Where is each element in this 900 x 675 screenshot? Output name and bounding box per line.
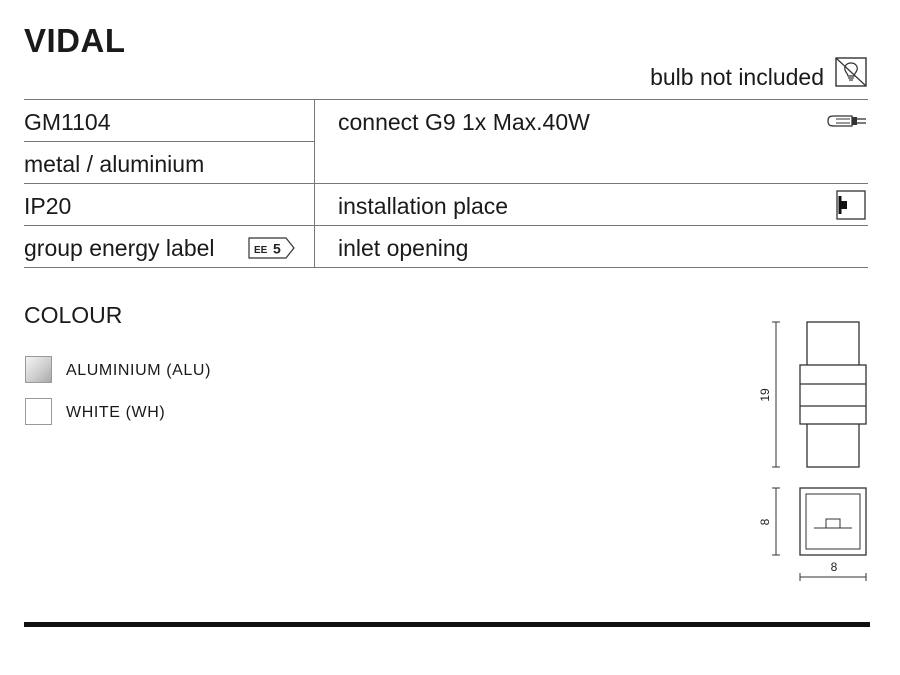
table-row-divider: [24, 183, 868, 184]
crossed-bulb-icon: [835, 57, 867, 87]
energy-label-badge-icon: [248, 237, 296, 259]
white-swatch: [25, 398, 52, 425]
bottom-rule: [24, 622, 870, 627]
table-bottom-rule: [24, 267, 868, 268]
width-dimension-value: 8: [830, 560, 838, 574]
ip-rating: IP20: [24, 193, 72, 219]
product-title: VIDAL: [24, 22, 126, 59]
height-dimension: [758, 322, 780, 467]
bulb-not-included-note: bulb not included: [650, 64, 824, 90]
table-row-divider: [24, 141, 314, 142]
energy-label-text: group energy label: [24, 235, 215, 261]
g9-bulb-icon: [826, 112, 868, 130]
technical-drawing: [750, 315, 880, 585]
table-row-divider: [24, 225, 868, 226]
width-dimension: [800, 560, 866, 581]
depth-dimension: [758, 488, 780, 555]
energy-badge-prefix: EE: [254, 245, 268, 256]
depth-dimension-value: 8: [758, 518, 772, 526]
table-top-rule: [24, 99, 868, 100]
aluminium-swatch: [25, 356, 52, 383]
installation-place: installation place: [338, 193, 509, 219]
table-column-divider: [314, 99, 315, 267]
colour-heading: COLOUR: [24, 302, 123, 328]
bulb-connection: connect G9 1x Max.40W: [338, 109, 590, 135]
height-dimension-value: 19: [758, 388, 772, 402]
material: metal / aluminium: [24, 151, 205, 177]
inlet-opening: inlet opening: [338, 235, 469, 261]
product-code: GM1104: [24, 109, 111, 135]
energy-badge-value: 5: [273, 240, 281, 257]
side-view: [800, 488, 866, 555]
white-option-label: WHITE (WH): [66, 404, 166, 421]
front-view: [800, 322, 866, 467]
wall-mount-icon: [836, 190, 866, 220]
aluminium-option-label: ALUMINIUM (ALU): [66, 362, 212, 379]
